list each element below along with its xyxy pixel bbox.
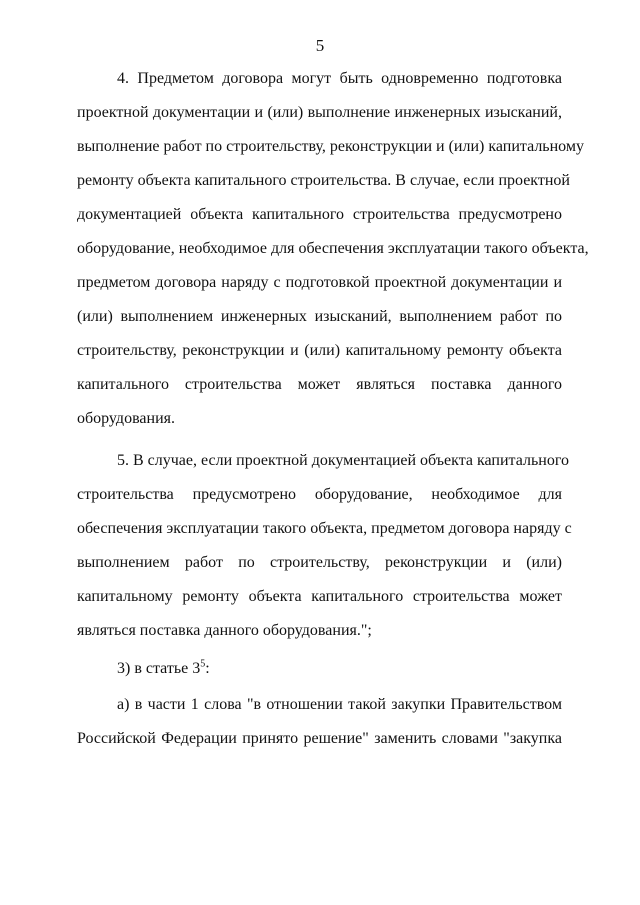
page-number: 5 [315,36,325,55]
text-line: обеспечения эксплуатации такого объекта, предметом договора наряду с [77,520,572,537]
text-line: выполнение работ по строительству, реконструкции и (или) капитальному [77,138,584,155]
item-3 [77,652,562,686]
text-line: (или) выполнением инженерных изысканий, выполнением работ по [77,308,562,325]
text-line: выполнением работ по строительству, реконструкции и (или) [77,554,562,571]
item-3-suffix: : [205,660,210,677]
item-a [77,688,562,756]
text-line: оборудования. [77,410,175,427]
item-3-text: 3) в статье 3 [117,660,201,677]
paragraph-4 [77,62,589,436]
text-line: проектной документации и (или) выполнение инженерных изысканий, [77,104,562,121]
text-line: Российской Федерации принято решение" заменить словами "закупка [77,730,562,747]
text-line [77,652,562,686]
superscript: 5 [200,658,206,670]
text-line: строительству, реконструкции и (или) капитальному ремонту объекта [77,342,562,359]
text-line: предметом договора наряду с подготовкой проектной документации и [77,274,562,291]
paragraph-5 [77,444,572,648]
text-line: оборудование, необходимое для обеспечения эксплуатации такого объекта, [77,240,589,257]
text-line: 5. В случае, если проектной документацией объекта капитального [117,452,569,469]
text-line: являться поставка данного оборудования."; [77,622,372,639]
text-line: 4. Предметом договора могут быть одновременно подготовка [117,70,562,87]
text-line: капитальному ремонту объекта капитального строительства может [77,588,562,605]
text-line: строительства предусмотрено оборудование, необходимое для [77,486,562,503]
text-line: капитального строительства может являться поставка данного [77,376,562,393]
text-line: ремонту объекта капитального строительства. В случае, если проектной [77,172,570,189]
text-line: документацией объекта капитального строительства предусмотрено [77,206,562,223]
text-line: а) в части 1 слова "в отношении такой закупки Правительством [117,696,562,713]
